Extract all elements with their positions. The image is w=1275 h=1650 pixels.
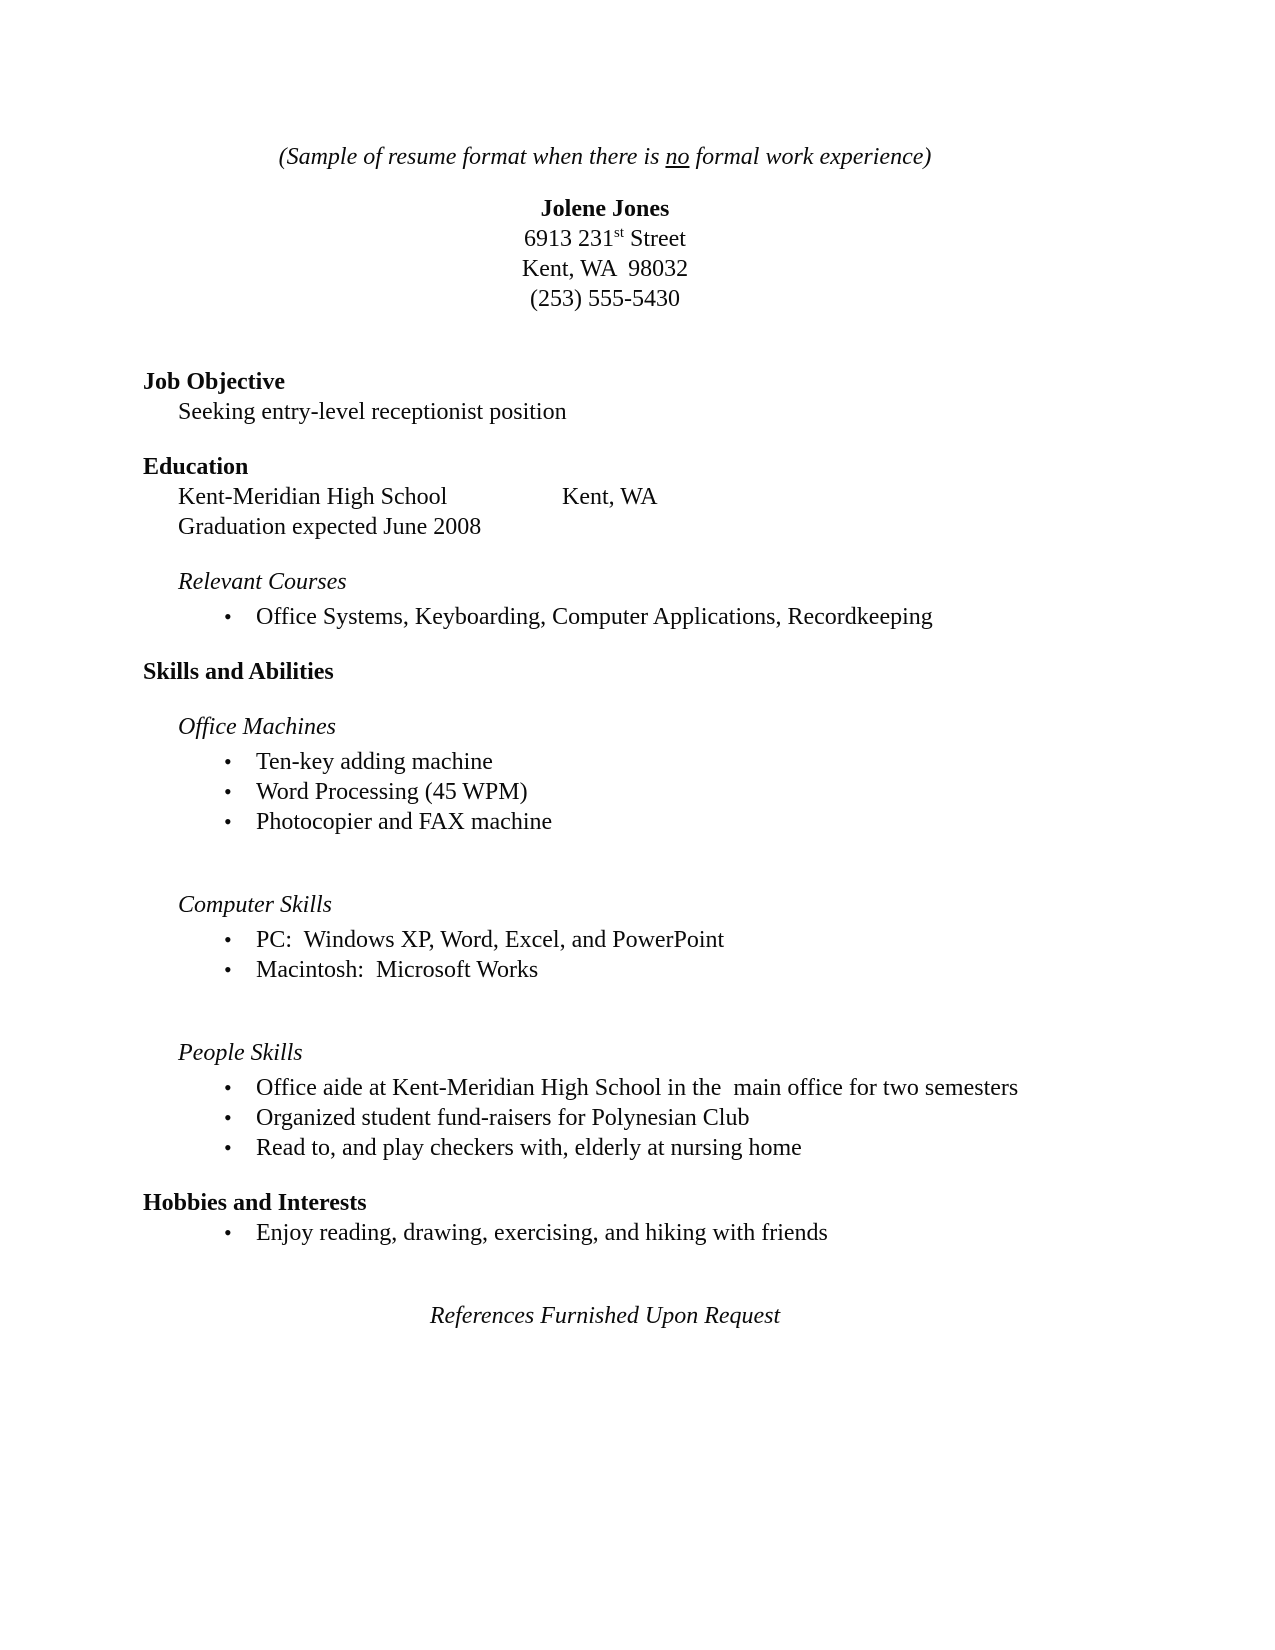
person-name: Jolene Jones (540, 196, 670, 222)
street-ordinal: st (614, 225, 624, 241)
list-item: • Office aide at Kent-Meridian High School in the main office for two semesters (143, 1073, 1067, 1103)
office-machines-heading: Office Machines (178, 714, 336, 740)
list-item: • Enjoy reading, drawing, exercising, and hiking with friends (143, 1218, 1067, 1248)
phone-number: (253) 555-5430 (530, 286, 680, 312)
school-location: Kent, WA (562, 484, 658, 510)
people-skills-heading: People Skills (178, 1040, 303, 1066)
sample-note-prefix: (Sample of resume format when there is (278, 144, 666, 170)
education-school-row (143, 482, 1067, 512)
hobbies-list (143, 1218, 1067, 1248)
computer-skills-list (143, 925, 1067, 985)
sample-note (143, 142, 1067, 172)
references-footer: References Furnished Upon Request (429, 1303, 781, 1329)
computer-skills-heading: Computer Skills (178, 892, 332, 918)
list-item: • Macintosh: Microsoft Works (143, 955, 1067, 985)
sample-note-suffix: formal work experience) (689, 144, 932, 170)
list-item: • Read to, and play checkers with, elderly at nursing home (143, 1133, 1067, 1163)
list-item: • Word Processing (45 WPM) (143, 777, 1067, 807)
relevant-courses-list (143, 602, 1067, 632)
list-item: • Organized student fund-raisers for Polynesian Club (143, 1103, 1067, 1133)
list-item: • Photocopier and FAX machine (143, 807, 1067, 837)
job-objective-heading: Job Objective (143, 369, 285, 395)
skills-heading: Skills and Abilities (143, 659, 334, 685)
city-state-zip: Kent, WA 98032 (521, 256, 689, 282)
relevant-courses-heading: Relevant Courses (178, 569, 347, 595)
list-item: • Office Systems, Keyboarding, Computer Applications, Recordkeeping (143, 602, 1067, 632)
people-skills-list (143, 1073, 1067, 1163)
street-rest: Street (623, 226, 686, 252)
graduation-line: Graduation expected June 2008 (178, 514, 482, 540)
hobbies-heading: Hobbies and Interests (143, 1190, 367, 1216)
street-address (143, 224, 1067, 254)
list-item: • PC: Windows XP, Word, Excel, and PowerPoint (143, 925, 1067, 955)
list-item: • Ten-key adding machine (143, 747, 1067, 777)
school-name: Kent-Meridian High School (178, 484, 448, 510)
office-machines-list (143, 747, 1067, 837)
education-heading: Education (143, 454, 249, 480)
sample-note-emphasis: no (665, 144, 690, 170)
street-number: 6913 231 (524, 226, 615, 252)
job-objective-text: Seeking entry-level receptionist position (178, 399, 567, 425)
